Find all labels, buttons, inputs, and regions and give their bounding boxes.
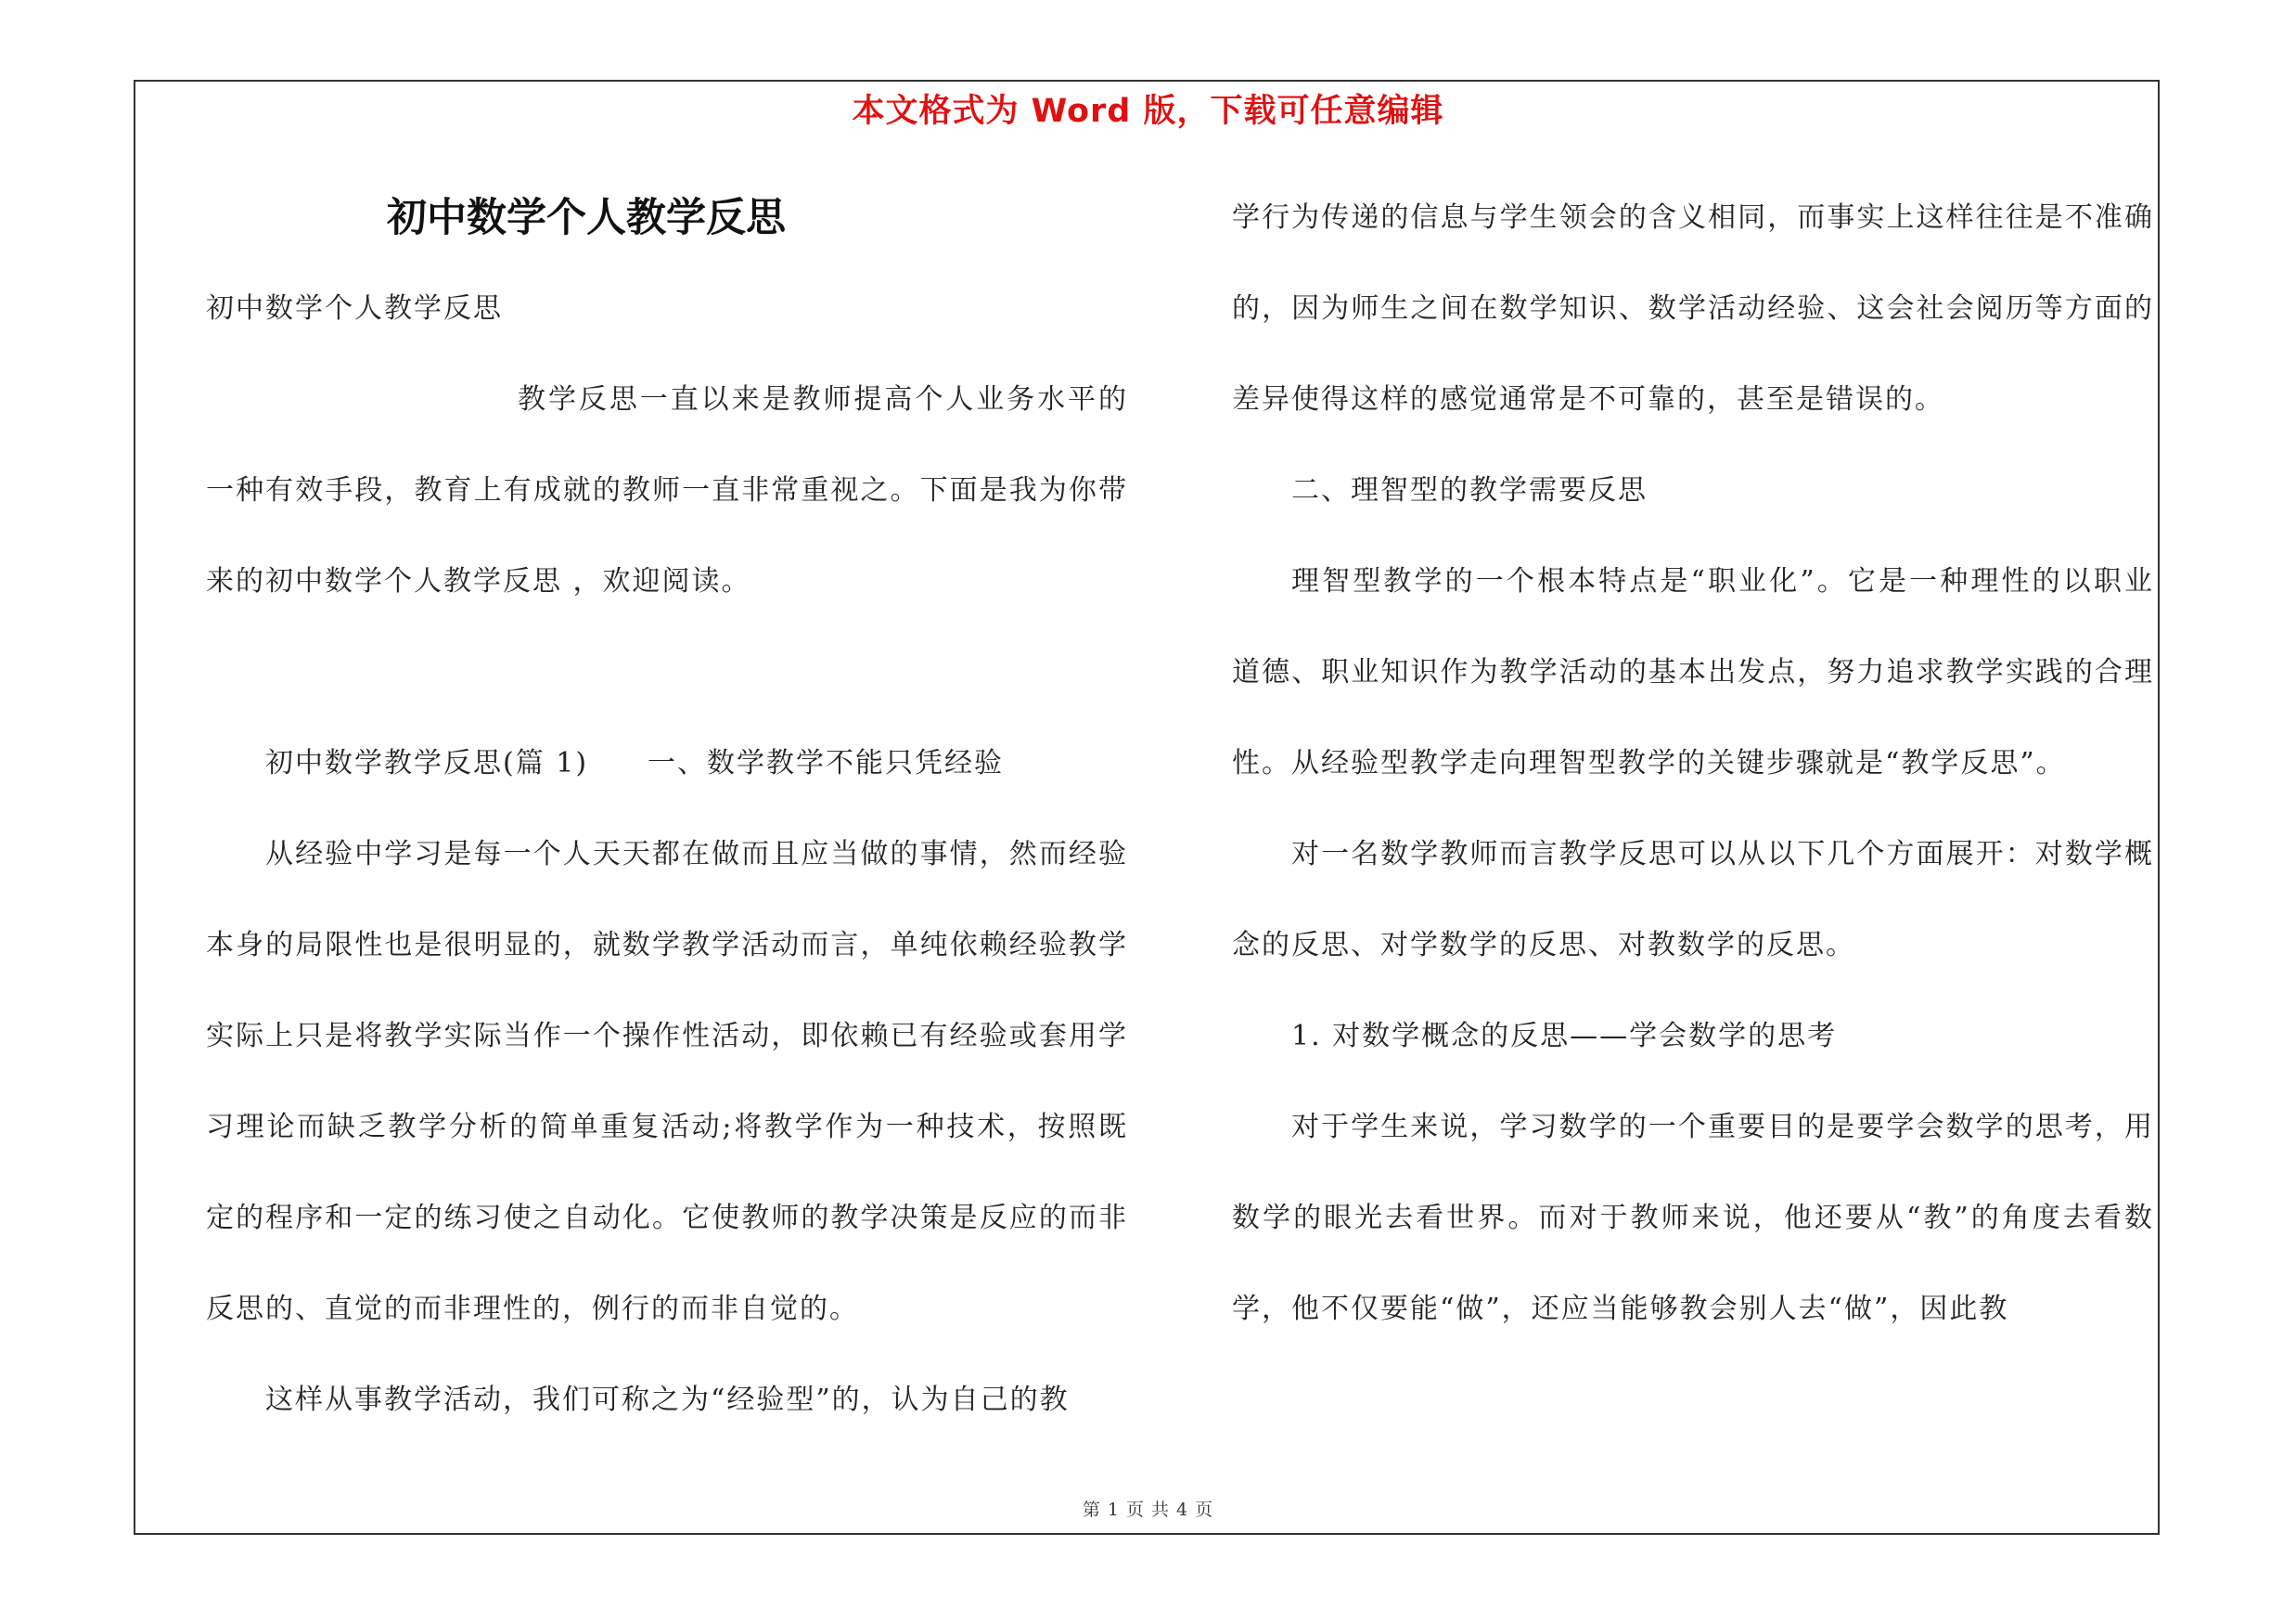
blank-line: [206, 627, 1128, 718]
body-paragraph: 对一名数学教师而言教学反思可以从以下几个方面展开：对数学概念的反思、对学数学的反思、对教数学的反思。: [1232, 838, 2154, 961]
body-paragraph: 对于学生来说，学习数学的一个重要目的是要学会数学的思考，用数学的眼光去看世界。而对于教师来说，他还要从“教”的角度去看数学，他不仅要能“做”，还应当能够教会别人去“做”，因此教: [1232, 1111, 2154, 1325]
format-notice-banner: 本文格式为 Word 版，下载可任意编辑: [852, 93, 1444, 130]
section-heading-2: 二、理智型的教学需要反思: [1291, 474, 1648, 507]
subtitle-paragraph: 初中数学个人教学反思: [206, 292, 503, 325]
subsection-heading: 1. 对数学概念的反思——学会数学的思考: [1291, 1020, 1838, 1052]
body-paragraph: 从经验中学习是每一个人天天都在做而且应当做的事情，然而经验本身的局限性也是很明显的，就数学教学活动而言，单纯依赖经验教学实际上只是将教学实际当作一个操作性活动，即依赖已有经验或套用学习理论而缺乏教学分析的简单重复活动;将教学作为一种技术，按照既定的程序和一定的练习使之自动化。它使教师的教学决策是反应的而非反思的、直觉的而非理性的，例行的而非自觉的。: [206, 838, 1128, 1325]
body-paragraph: 学行为传递的信息与学生领会的含义相同，而事实上这样往往是不准确的，因为师生之间在数学知识、数学活动经验、这会社会阅历等方面的差异使得这样的感觉通常是不可靠的，甚至是错误的。: [1232, 201, 2154, 416]
section-heading-1: 初中数学教学反思(篇 1) 一、数学教学不能只凭经验: [265, 747, 1005, 779]
intro-paragraph: 教学反思一直以来是教师提高个人业务水平的一种有效手段，教育上有成就的教师一直非常重视之。下面是我为你带来的初中数学个人教学反思 ，欢迎阅读。: [206, 383, 1128, 598]
body-paragraph: 理智型教学的一个根本特点是“职业化”。它是一种理性的以职业道德、职业知识作为教学活动的基本出发点，努力追求教学实践的合理性。从经验型教学走向理智型教学的关键步骤就是“教学反思”。: [1232, 565, 2154, 779]
left-column: [206, 173, 1128, 1446]
body-paragraph: 这样从事教学活动，我们可称之为“经验型”的，认为自己的教: [265, 1384, 1070, 1416]
page-number-footer: 第 1 页 共 4 页: [1082, 1500, 1214, 1520]
document-title: 初中数学个人教学反思: [387, 195, 786, 241]
right-column: [1232, 173, 2154, 1355]
